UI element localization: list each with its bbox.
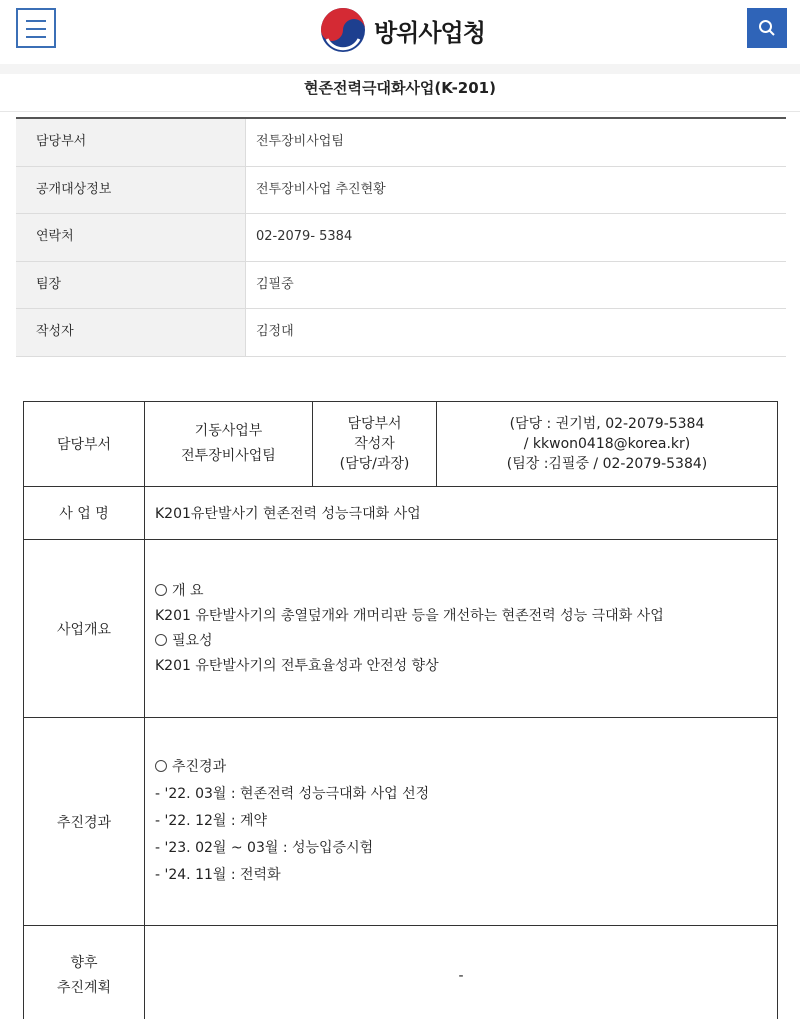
doc-text (155, 629, 664, 654)
info-row (16, 119, 786, 167)
doc-project-name: K201유탄발사기 현존전력 성능극대화 사업 (155, 506, 421, 522)
doc-progress-item: - '24. 11월 : 전력화 (155, 867, 281, 883)
doc-plan-value: - (458, 968, 464, 984)
doc-progress-item: - '23. 02월 ~ 03월 : 성능입증시험 (155, 840, 374, 856)
doc-text: / kkwon0418@korea.kr) (523, 436, 691, 452)
info-value: 전투장비사업 추진현황 (256, 181, 386, 197)
taegeuk-logo-icon (318, 5, 368, 55)
doc-heading: 개 요 (172, 582, 204, 599)
circle-bullet-icon (155, 584, 167, 596)
doc-progress (145, 718, 777, 925)
doc-text: (담당 : 권기범, 02-2079-5384 (509, 416, 705, 432)
circle-bullet-icon (155, 760, 167, 772)
doc-row-department (24, 402, 777, 487)
logo[interactable] (318, 4, 485, 56)
doc-department-value (145, 402, 313, 486)
doc-label: 사업개요 (24, 540, 145, 717)
doc-label: 사 업 명 (24, 487, 145, 539)
doc-row-overview (24, 540, 777, 718)
menu-button[interactable] (16, 8, 56, 48)
doc-row-plan (24, 926, 777, 1019)
doc-heading: 필요성 (172, 632, 213, 649)
info-value: 김정대 (256, 324, 294, 340)
document-image (23, 401, 778, 1019)
page-title: 현존전력극대화사업(K-201) (0, 74, 800, 112)
info-row (16, 262, 786, 310)
doc-progress-item: - '22. 12월 : 계약 (155, 813, 268, 829)
info-label: 팀장 (16, 262, 246, 309)
doc-text (155, 579, 664, 604)
doc-label: 추진경과 (24, 718, 145, 925)
menu-icon-bar (26, 28, 46, 30)
menu-icon-bar (26, 36, 46, 38)
doc-text: 작성자 (354, 436, 395, 452)
info-value: 전투장비사업팀 (256, 134, 344, 149)
doc-text: K201 유탄발사기의 총열덮개와 개머리판 등을 개선하는 현존전력 성능 극대화 사업 (155, 607, 664, 624)
info-label: 작성자 (16, 309, 246, 356)
doc-text: 전투장비사업팀 (181, 448, 276, 464)
divider (0, 64, 800, 74)
doc-author-label (313, 402, 437, 486)
menu-icon-bar (26, 20, 46, 22)
doc-text: 향후 (70, 955, 98, 971)
doc-row-progress (24, 718, 777, 926)
info-label: 공개대상정보 (16, 167, 246, 214)
doc-progress-item: - '22. 03월 : 현존전력 성능극대화 사업 선정 (155, 786, 430, 802)
info-row (16, 214, 786, 262)
doc-contact (437, 402, 777, 486)
search-icon (757, 18, 777, 38)
doc-text: (팀장 :김필중 / 02-2079-5384) (506, 456, 708, 472)
circle-bullet-icon (155, 634, 167, 646)
logo-text: 방위사업청 (374, 18, 485, 47)
doc-label (24, 926, 145, 1019)
info-label: 담당부서 (16, 119, 246, 166)
header (0, 0, 800, 64)
doc-text: 추진계획 (56, 980, 112, 996)
doc-row-project (24, 487, 777, 540)
doc-text (155, 754, 429, 781)
info-value: 02-2079- 5384 (256, 229, 353, 245)
doc-heading: 추진경과 (172, 759, 227, 775)
info-label: 연락처 (16, 214, 246, 261)
info-table (16, 117, 786, 357)
doc-text: K201 유탄발사기의 전투효율성과 안전성 향상 (155, 657, 439, 674)
search-button[interactable] (747, 8, 787, 48)
doc-label: 담당부서 (24, 402, 145, 486)
doc-text: (담당/과장) (339, 456, 410, 472)
doc-overview (145, 540, 777, 717)
info-value: 김필중 (256, 276, 294, 292)
info-row (16, 309, 786, 357)
info-row (16, 167, 786, 215)
doc-text: 기동사업부 (194, 423, 263, 439)
doc-text: 담당부서 (347, 416, 402, 432)
